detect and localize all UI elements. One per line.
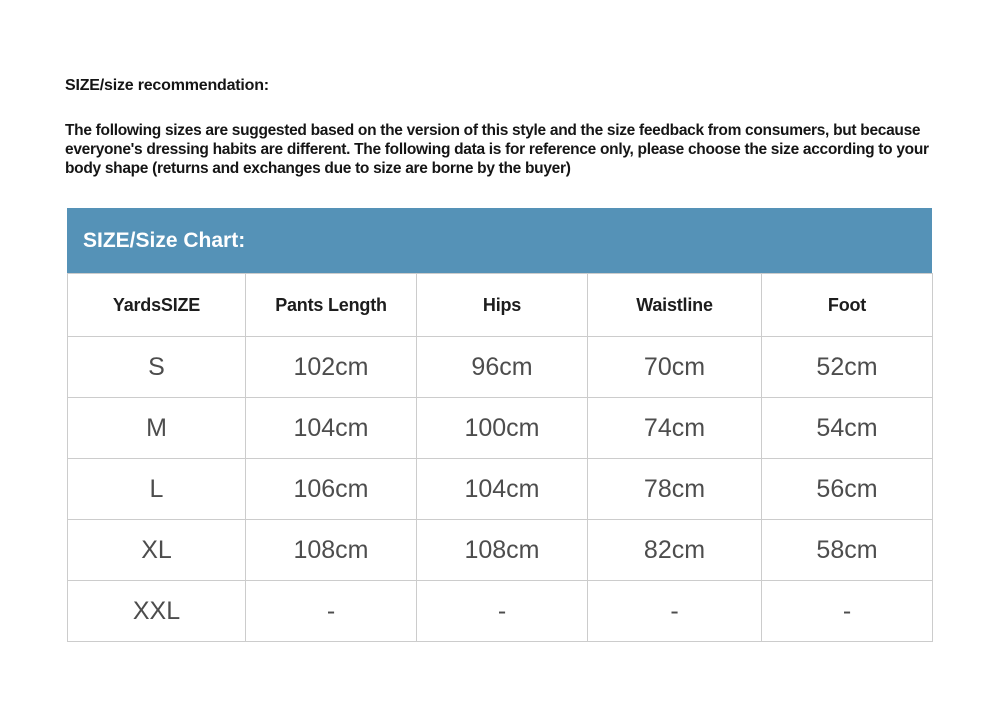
table-header-row <box>68 274 933 337</box>
size-chart-title: SIZE/Size Chart: <box>83 228 246 252</box>
table-row <box>68 459 933 520</box>
size-cell: XL <box>68 520 246 581</box>
table-row <box>68 337 933 398</box>
value-cell: 96cm <box>417 337 588 398</box>
value-cell: 54cm <box>762 398 933 459</box>
value-cell: 108cm <box>246 520 417 581</box>
table-row <box>68 581 933 642</box>
value-cell: 58cm <box>762 520 933 581</box>
value-cell: - <box>246 581 417 642</box>
column-header-pants-length: Pants Length <box>246 274 417 337</box>
value-cell: 106cm <box>246 459 417 520</box>
size-cell: L <box>68 459 246 520</box>
value-cell: 82cm <box>588 520 762 581</box>
column-header-size: YardsSIZE <box>68 274 246 337</box>
size-cell: S <box>68 337 246 398</box>
value-cell: 102cm <box>246 337 417 398</box>
value-cell: 104cm <box>246 398 417 459</box>
value-cell: - <box>417 581 588 642</box>
value-cell: 104cm <box>417 459 588 520</box>
column-header-hips: Hips <box>417 274 588 337</box>
size-chart-section <box>67 208 932 642</box>
value-cell: 56cm <box>762 459 933 520</box>
size-recommendation-text: The following sizes are suggested based on the version of this style and the size feedback from consumers, but because everyone's dressing habits are different. The following data is for reference only, please choose the size according to your body shape (returns and exchanges due to size are borne by the buyer) <box>65 122 929 177</box>
value-cell: - <box>762 581 933 642</box>
size-chart-title-bar <box>67 208 932 273</box>
value-cell: 108cm <box>417 520 588 581</box>
size-cell: XXL <box>68 581 246 642</box>
table-row <box>68 398 933 459</box>
value-cell: - <box>588 581 762 642</box>
value-cell: 52cm <box>762 337 933 398</box>
value-cell: 70cm <box>588 337 762 398</box>
size-cell: M <box>68 398 246 459</box>
value-cell: 74cm <box>588 398 762 459</box>
value-cell: 100cm <box>417 398 588 459</box>
column-header-foot: Foot <box>762 274 933 337</box>
page-title: SIZE/size recommendation: <box>65 77 269 94</box>
column-header-waistline: Waistline <box>588 274 762 337</box>
table-row <box>68 520 933 581</box>
value-cell: 78cm <box>588 459 762 520</box>
size-table <box>67 273 933 642</box>
